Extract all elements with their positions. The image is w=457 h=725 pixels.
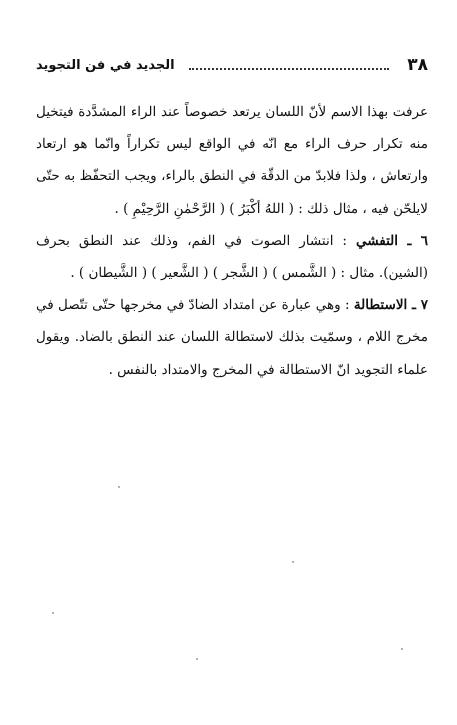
header-leader-dots [189,68,390,70]
term-heading: ٧ ـ الاستطالة [353,297,428,314]
paragraph-text: : وهي عبارة عن امتداد الضادّ في مخرجها حتّى تتّصل في مخرج اللام ، وسمّيت بذلك لاستطالة اللسان عند النطق بالضاد. ويقول علماء التجويد انّ الاستطالة في المخرج والامتداد بالنفس . [36,297,428,378]
page-number: ٣٨ [407,55,428,75]
scan-speck [196,658,198,660]
paragraph-text: عرفت بهذا الاسم لأنّ اللسان يرتعد خصوصاً عند الراء المشدَّدة فيتخيل منه تكرار حرف الراء مع انّه في الواقع ليس تكراراً وانّما هو ارتعاد وارتعاش ، ولذا فلابدّ من الدقّة في النطق بالراء، ويجب التحفّظ به حتّى لايلحّن فيه ، مثال ذلك : ( اللهُ أكْبَرُ ) ( الرَّحْمٰنِ الرَّحِيْمِ ) . [36,104,428,217]
scan-speck [118,486,120,488]
paragraph-tafashshi [36,225,428,289]
paragraph-istitala [36,289,428,386]
scan-speck [52,612,54,614]
page-body [36,96,428,386]
running-header [36,52,428,78]
scan-speck [401,648,403,650]
term-heading: ٦ ـ التفشي [355,232,428,249]
scan-speck [292,561,294,563]
paragraph-takrir [36,96,428,225]
book-title: الجديد في فن التجويد [36,57,175,73]
paragraph-text: : انتشار الصوت في الفم، وذلك عند النطق بحرف (الشين). مثال : ( الشَّمس ) ( الشَّجر ) ( الشَّعير ) ( الشَّيطان ) . [36,232,428,282]
